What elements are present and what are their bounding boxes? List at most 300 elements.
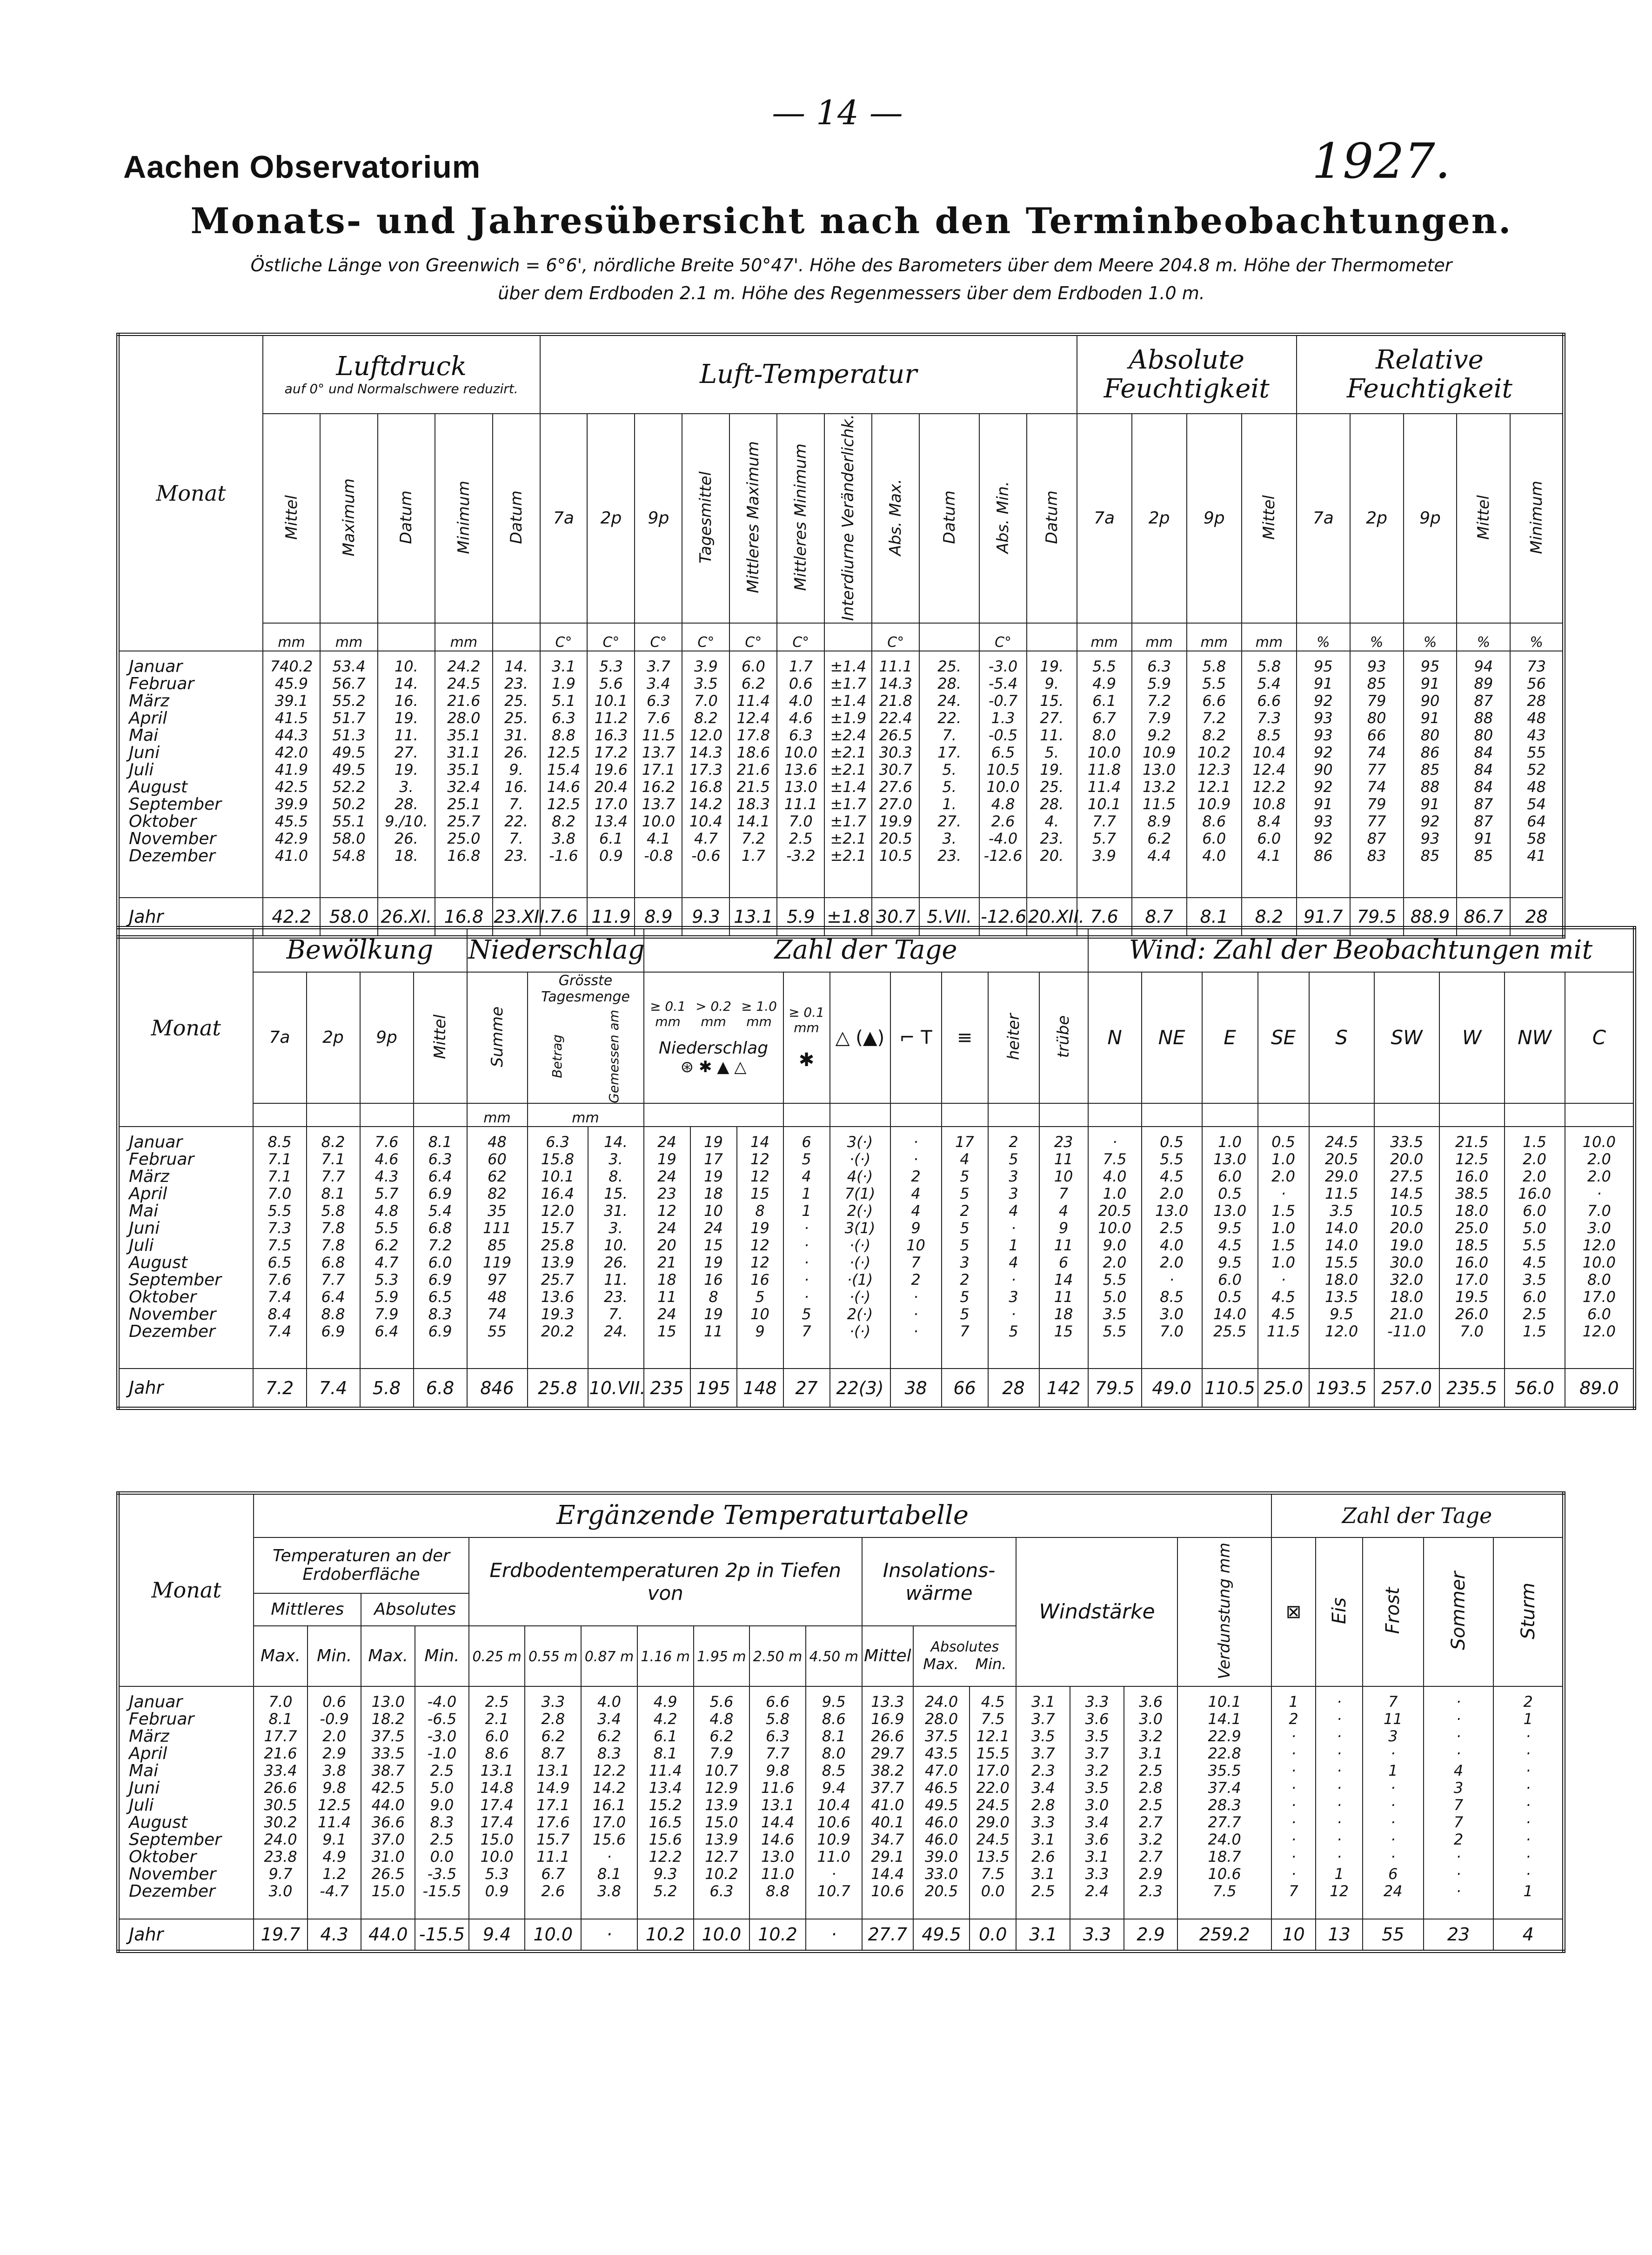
year-total: 42.2 [263,898,320,937]
data-cell: 0.9 [599,846,623,865]
column-header-cell [644,972,783,1104]
data-cell: · [1291,1813,1296,1831]
data-cell: 5 [960,1185,970,1203]
data-cell: 14.2 [689,795,723,813]
month-name: Februar [129,1150,194,1169]
data-cell: 58.0 [332,829,366,847]
data-cell: 2.5 [430,1761,454,1779]
data-cell: 14 [750,1133,769,1151]
data-cell: 30.2 [264,1813,297,1831]
data-cell: 93 [1313,812,1333,830]
unit-label: % [1297,623,1350,651]
data-cell: · [1456,1865,1461,1883]
data-cell: · [1337,1830,1342,1848]
column-header-cell [988,972,1039,1104]
data-cell: 5.5 [1092,657,1117,675]
data-cell: 17.1 [536,1796,570,1814]
column-header [581,1626,637,1686]
year: 1927. [1312,133,1451,189]
unit-label [307,1103,360,1127]
data-cell: 29.1 [871,1847,904,1866]
data-cell: 4 [1009,1202,1018,1220]
data-cell: 9.7 [268,1865,293,1883]
data-cell: 28.0 [924,1710,958,1728]
data-cell: ±1.9 [830,709,867,727]
data-cell: 85 [1420,760,1440,779]
month-name: April [129,1744,167,1763]
year-total: 79.5 [1088,1369,1142,1408]
data-cell: 2 [960,1271,970,1289]
year-total: 86.7 [1457,898,1510,937]
data-cell: 16 [704,1271,723,1289]
data-cell: 4.5 [1160,1168,1184,1186]
month-name: Juli [129,1236,154,1255]
data-cell: 13.0 [1155,1202,1189,1220]
month-name: November [129,829,216,848]
data-cell: 6.3 [789,726,813,744]
data-cell: 3.0 [1139,1710,1163,1728]
month-name: Juli [129,760,154,779]
data-cell: 0.0 [430,1847,454,1866]
data-cell: 48 [488,1288,507,1306]
data-column [1070,1686,1124,1919]
data-cell: 15.7 [541,1219,575,1237]
data-cell: 7.1 [268,1150,292,1168]
month-name: Januar [129,657,183,676]
data-cell: 7.7 [1092,812,1117,830]
data-cell: 2.9 [1139,1865,1163,1883]
year-label: Jahr [118,1919,254,1952]
data-cell: 9.5 [1218,1254,1242,1272]
column-header: Mittleres Maximum [744,441,763,594]
year-total: 30.7 [872,898,919,937]
column-header: 9p [635,414,682,623]
month-name: Juni [129,1778,160,1798]
data-cell: 7.2 [1147,691,1171,710]
data-cell: 6.0 [428,1254,452,1272]
data-column [1457,651,1510,898]
data-cell: 6.0 [1523,1288,1547,1306]
data-cell: -4.7 [320,1882,349,1900]
year-total: 11.9 [587,898,635,937]
year-total: 10.0 [525,1919,581,1952]
year-total: 20.XII. [1027,898,1077,937]
unit-label: mm [1132,623,1187,651]
data-cell: 37.0 [371,1830,405,1848]
data-cell: 11.4 [1087,778,1121,796]
data-cell: 10.5 [879,846,912,865]
data-cell: 35 [488,1202,507,1220]
data-cell: 13.4 [594,812,628,830]
data-cell: 0.6 [322,1692,347,1711]
data-cell: 9. [509,760,523,779]
data-cell: 7.7 [321,1271,345,1289]
data-cell: 82 [488,1185,507,1203]
data-cell: 26. [504,743,528,761]
month-name: Dezember [129,846,215,866]
data-cell: 19. [394,760,418,779]
data-cell: 0.6 [789,674,813,692]
data-cell: 3. [609,1150,623,1168]
data-cell: 95 [1420,657,1440,675]
data-cell: · [1337,1710,1342,1728]
data-cell: 4.8 [991,795,1015,813]
data-cell: 27. [937,812,962,830]
column-header-cell [890,972,942,1104]
year-total: 10.2 [749,1919,806,1952]
data-cell: 1.5 [1271,1202,1296,1220]
column-header-cell [493,414,540,623]
data-cell: · [1525,1778,1531,1797]
frost-label: Frost [1382,1587,1404,1634]
data-cell: · [804,1271,809,1289]
data-cell: 20.0 [1390,1150,1424,1168]
data-column [414,1127,467,1369]
data-cell: 1 [1523,1710,1533,1728]
data-cell: 80 [1367,709,1386,727]
data-cell: 25.7 [447,812,481,830]
data-cell: 24.0 [264,1830,297,1848]
data-cell: 15.6 [649,1830,682,1848]
data-cell: 3.7 [646,657,670,675]
year-total: 26.XI. [378,898,435,937]
data-cell: 4 [911,1202,921,1220]
data-cell: 8.2 [1202,726,1226,744]
data-cell: 23 [1054,1133,1073,1151]
data-cell: 17.6 [536,1813,570,1831]
data-cell: 2.5 [789,829,813,847]
data-cell: 3.1 [552,657,575,675]
column-header: 7a [540,414,588,623]
snow-icon: ✱ [798,1049,815,1071]
data-column [1202,1127,1258,1369]
data-cell: 13.6 [541,1288,575,1306]
data-cell: · [1291,1744,1296,1762]
data-cell: 88 [1420,778,1440,796]
sturm-label: Sturm [1517,1582,1539,1639]
data-cell: 12.2 [592,1761,626,1779]
data-cell: 1.7 [789,657,813,675]
data-cell: 16.9 [871,1710,904,1728]
data-cell: 15.4 [547,760,581,779]
data-cell: · [1391,1830,1396,1848]
data-cell: ·(·) [849,1254,871,1272]
unit-label: % [1510,623,1564,651]
year-total: 5.8 [360,1369,414,1408]
column-header: Datum [1042,490,1061,544]
data-cell: 24 [657,1133,676,1151]
data-cell: 10.6 [871,1882,904,1900]
data-column [942,1127,988,1369]
unit-label [988,1103,1039,1127]
data-cell: 15.0 [480,1830,514,1848]
data-cell: · [804,1219,809,1237]
data-cell: 4.1 [1257,846,1281,865]
data-cell: 11.4 [649,1761,682,1779]
column-header-cell [1142,972,1202,1104]
data-cell: 5.3 [375,1271,399,1289]
data-cell: 2.0 [1271,1168,1296,1186]
data-cell: 19 [704,1305,723,1323]
data-cell: 23. [1040,829,1064,847]
year-total: 8.7 [1132,898,1187,937]
data-cell: 5.9 [1147,674,1171,692]
data-cell: 10.9 [1143,743,1176,761]
data-cell: 6.0 [1218,1168,1242,1186]
data-cell: 21.5 [1455,1133,1489,1151]
column-header [308,1626,361,1686]
year-total: 16.8 [435,898,492,937]
data-cell: 20.5 [924,1882,958,1900]
data-cell: 6 [1388,1865,1398,1883]
data-cell: 24. [937,691,962,710]
column-header: 7a [1297,414,1350,623]
data-cell: 2.8 [1031,1796,1055,1814]
data-cell: 3.5 [1330,1202,1354,1220]
data-cell: 18 [704,1185,723,1203]
data-cell: -1.6 [549,846,578,865]
data-cell: 2.0 [1523,1168,1547,1186]
data-cell: 3.9 [694,657,718,675]
data-cell: 19.5 [1455,1288,1489,1306]
data-cell: 14.1 [736,812,770,830]
data-cell: 8.3 [430,1813,454,1831]
data-cell: 4 [1453,1761,1464,1779]
data-cell: 7.9 [709,1744,734,1762]
data-cell: -3.0 [427,1727,457,1745]
data-cell: · [1337,1692,1342,1711]
data-cell: 10.5 [1390,1202,1424,1220]
data-cell: 22.8 [1208,1744,1241,1762]
absolutes-insolation-header: Absolutes [930,1639,999,1655]
data-cell: 49.5 [332,760,366,779]
data-cell: 15.5 [976,1744,1010,1762]
data-cell: 6.5 [268,1254,292,1272]
data-cell: 16.0 [1455,1168,1489,1186]
data-column [1142,1127,1202,1369]
data-cell: · [1337,1847,1342,1866]
year-total: 91.7 [1297,898,1350,937]
column-header [254,1626,308,1686]
unit-label [360,1103,414,1127]
column-header [637,1626,694,1686]
data-cell: 8.1 [597,1865,621,1883]
data-cell: 33.0 [924,1865,958,1883]
data-cell: 3 [1009,1168,1018,1186]
data-cell: 23. [937,846,962,865]
month-name: März [129,691,169,711]
data-cell: 14.6 [761,1830,795,1848]
data-cell: · [1337,1778,1342,1797]
data-cell: 19. [1040,760,1064,779]
year-total: 195 [690,1369,737,1408]
data-cell: 6.3 [766,1727,789,1745]
data-cell: 11 [704,1322,723,1341]
data-cell: 7.0 [1160,1322,1184,1341]
data-cell: 2.0 [1103,1254,1127,1272]
data-cell: 32.0 [1390,1271,1424,1289]
data-cell: 3.4 [646,674,670,692]
data-cell: 14.4 [871,1865,904,1883]
data-column [1424,1686,1494,1919]
data-column [919,651,979,898]
data-cell: 15 [704,1236,723,1255]
data-cell: 13.0 [1213,1202,1247,1220]
column-header: NE [1158,1026,1185,1049]
year-total: 49.5 [913,1919,970,1952]
data-cell: 6.4 [375,1322,399,1341]
data-cell: 3.0 [1085,1796,1109,1814]
group-erdoberflaeche: Temperaturen an der Erdoberfläche [254,1537,469,1593]
unit-label: % [1404,623,1457,651]
unit-label [1258,1103,1309,1127]
data-cell: 10.1 [541,1168,575,1186]
observatory-name: Aachen Observatorium [123,149,481,185]
column-header: 7a [269,1028,290,1047]
data-cell: 16.8 [689,778,723,796]
unit-label [1309,1103,1374,1127]
data-column [581,1686,637,1919]
data-column [635,651,682,898]
data-cell: 21 [657,1254,676,1272]
data-cell: 8.2 [694,709,718,727]
year-total: 4 [1493,1919,1564,1952]
data-cell: 4.0 [1160,1236,1184,1255]
data-cell: 7.0 [268,1692,293,1711]
data-cell: 4.7 [375,1254,399,1272]
data-cell: 87 [1367,829,1386,847]
column-header-cell [414,972,467,1104]
data-cell: ±2.1 [830,829,867,847]
data-cell: 16.3 [594,726,628,744]
year-total: 10.2 [637,1919,694,1952]
data-cell: 16.0 [1518,1185,1552,1203]
data-cell: 7.3 [268,1219,292,1237]
data-cell: 17.0 [1455,1271,1489,1289]
data-cell: 56.7 [332,674,366,692]
year-total: 10 [1271,1919,1316,1952]
data-cell: 12.5 [1455,1150,1489,1168]
data-cell: 54.8 [332,846,366,865]
data-cell: 10.9 [817,1830,850,1848]
data-cell: 29.7 [871,1744,904,1762]
data-cell: 5 [960,1288,970,1306]
group-luftdruck [263,335,540,414]
data-cell: 5 [960,1219,970,1237]
data-cell: 11 [1383,1710,1403,1728]
data-cell: -15.5 [422,1882,461,1900]
data-cell: 16.2 [642,778,676,796]
data-cell: · [1456,1744,1461,1762]
data-cell: 3.0 [1160,1305,1184,1323]
data-column [1088,1127,1142,1369]
data-cell: 3 [1388,1727,1398,1745]
data-column [824,651,872,898]
unit-label [824,623,872,651]
data-cell: 6.3 [552,709,575,727]
group-absolute-feuchtigkeit: Absolute Feuchtigkeit [1077,335,1297,414]
data-column [1309,1127,1374,1369]
month-name: Juli [129,1795,154,1815]
data-cell: 45.5 [274,812,308,830]
data-cell: 26.5 [879,726,912,744]
data-cell: 5.5 [1523,1236,1547,1255]
year-total: 3.3 [1070,1919,1124,1952]
data-cell: · [913,1150,918,1168]
column-header-cell [1039,972,1088,1104]
data-cell: 24.5 [976,1796,1010,1814]
data-cell: 13.0 [761,1847,795,1866]
data-cell: 7. [609,1305,623,1323]
data-cell: 18 [1054,1305,1073,1323]
data-cell: · [1456,1882,1461,1900]
year-total: 58.0 [320,898,377,937]
data-cell: 17.8 [736,726,770,744]
data-cell: 14.5 [1390,1185,1424,1203]
year-total: 13 [1316,1919,1363,1952]
column-header [469,1626,525,1686]
data-cell: 5 [1009,1150,1018,1168]
year-total: 7.6 [1077,898,1132,937]
data-cell: 11.1 [536,1847,570,1866]
data-cell: 18.6 [736,743,770,761]
data-cell: 8.7 [541,1744,565,1762]
data-cell: 5.5 [1103,1322,1127,1341]
year-total: 5.9 [777,898,824,937]
data-cell: 19.9 [879,812,912,830]
column-header: 2p [1350,414,1404,623]
data-cell: 92 [1313,829,1333,847]
data-cell: 2.3 [1031,1761,1055,1779]
data-cell: 89 [1474,674,1493,692]
data-cell: 10.0 [986,778,1020,796]
data-cell: 5. [942,760,956,779]
data-cell: 6 [1058,1254,1069,1272]
data-cell: 15 [657,1322,676,1341]
column-header: Datum [507,490,526,544]
column-header: 0.55 m [528,1649,578,1665]
data-cell: 8.4 [268,1305,292,1323]
month-name: Februar [129,674,194,693]
data-cell: 15.0 [705,1813,738,1831]
data-cell: 5.8 [1202,657,1226,675]
data-cell: 25.5 [1213,1322,1247,1341]
precipitation-symbols: ⊛ ✱ ▲ △ [680,1058,747,1077]
column-header-cell [1457,414,1510,623]
data-cell: 4.8 [375,1202,399,1220]
data-cell: 4.5 [1218,1236,1242,1255]
data-cell: 30.5 [264,1796,297,1814]
month-name: Mai [129,1761,159,1780]
data-cell: 12 [750,1150,769,1168]
data-cell: 3.5 [1085,1727,1109,1745]
column-header [749,1626,806,1686]
data-cell: 2.7 [1139,1847,1163,1866]
column-header: 4.50 m [809,1649,859,1665]
data-cell: 14.0 [1213,1305,1247,1323]
data-cell: 11.6 [761,1778,795,1797]
data-cell: 5. [942,778,956,796]
data-cell: 24.5 [447,674,481,692]
data-cell: 21.6 [736,760,770,779]
data-cell: 27.5 [1390,1168,1424,1186]
data-cell: 41.9 [274,760,308,779]
data-cell: 9.5 [822,1692,846,1711]
data-cell: 2(·) [847,1305,873,1323]
data-cell: 7.6 [375,1133,399,1151]
data-cell: 18 [657,1271,676,1289]
data-cell: 13.0 [1143,760,1176,779]
